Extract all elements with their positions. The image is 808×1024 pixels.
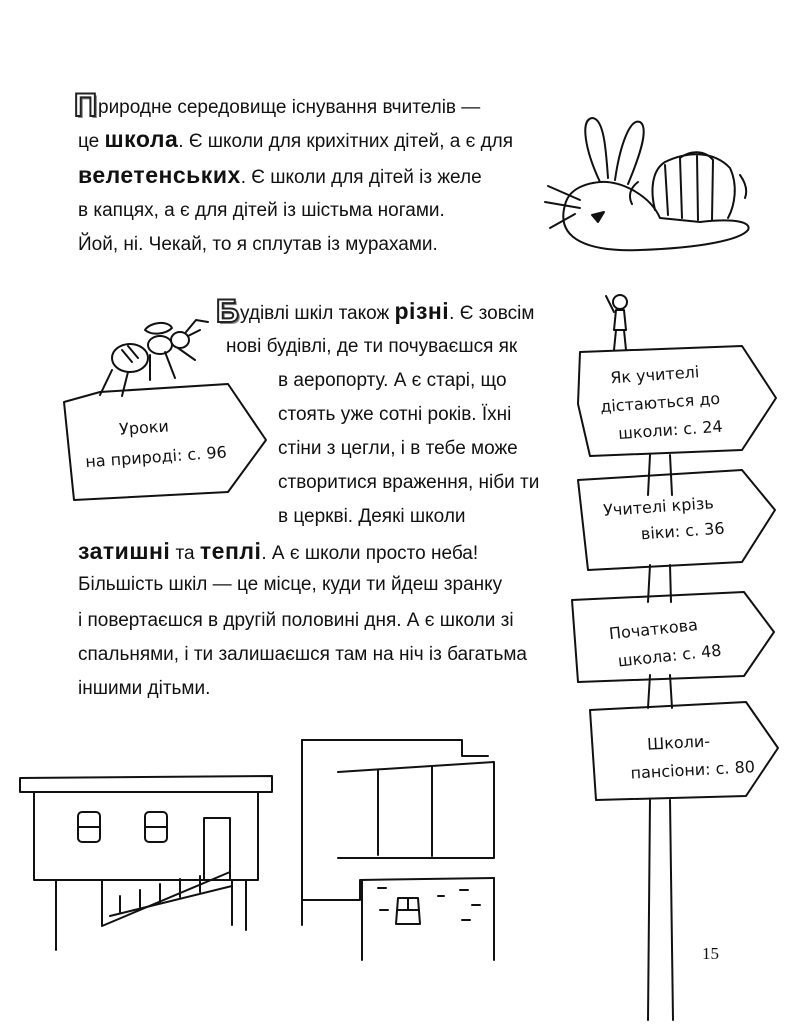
- right-sign-3-line-1: Початкова: [608, 615, 699, 644]
- buildings-line-2: нові будівлі, де ти почуваєшся як: [226, 336, 518, 357]
- buildings-line-4: стоять уже сотні років. Їхні: [278, 404, 512, 425]
- buildings-line-8: затишні та теплі. А є школи просто неба!: [78, 538, 479, 564]
- right-sign-4-line-1: Школи-: [646, 731, 711, 754]
- right-sign-1-line-3: школи: с. 24: [617, 416, 724, 443]
- right-sign-1: [600, 362, 724, 443]
- buildings-line-12: іншими дітьми.: [78, 678, 211, 699]
- buildings-line-7: в церкві. Деякі школи: [278, 506, 466, 527]
- left-sign-line-1: Уроки: [118, 416, 170, 439]
- right-sign-2-line-2: віки: с. 36: [640, 518, 726, 544]
- right-sign-2: [603, 493, 726, 543]
- page-number: 15: [702, 944, 719, 963]
- right-sign-3-line-2: школа: с. 48: [616, 640, 723, 671]
- drop-cap-p: П: [74, 87, 97, 123]
- intro-line-3: велетенських. Є школи для дітей із желе: [78, 162, 482, 188]
- right-sign-4-line-2: пансіони: с. 80: [630, 757, 756, 783]
- buildings-line-9: Більшість шкіл — це місце, куди ти йдеш зранку: [78, 574, 503, 595]
- intro-line-1: Природне середовище існування вчителів —: [74, 87, 481, 123]
- left-sign-line-2: на природі: с. 96: [84, 442, 228, 472]
- buildings-line-10: і повертаєшся в другій половині дня. А є школи зі: [78, 610, 514, 631]
- right-sign-4: [630, 731, 755, 782]
- left-sign: [85, 416, 228, 471]
- right-sign-1-line-2: дістаються до: [599, 388, 721, 417]
- right-sign-3: [608, 615, 722, 670]
- buildings-line-3: в аеропорту. А є старі, що: [278, 370, 507, 391]
- buildings-line-11: спальнями, і ти залишаєшся там на ніч із багатьма: [78, 644, 527, 665]
- drop-cap-b: Б: [216, 293, 239, 329]
- right-sign-2-line-1: Учителі крізь: [602, 493, 715, 520]
- intro-line-5: Йой, ні. Чекай, то я сплутав із мурахами.: [78, 234, 438, 255]
- right-sign-1-line-1: Як учителі: [609, 362, 700, 388]
- intro-line-4: в капцях, а є для дітей із шістьма ногами.: [78, 200, 445, 221]
- buildings-line-6: створитися враження, ніби ти: [278, 472, 540, 493]
- buildings-line-5: стіни з цегли, і в тебе може: [278, 438, 518, 459]
- intro-line-2: це школа. Є школи для крихітних дітей, а є для: [78, 126, 514, 152]
- buildings-line-1: Будівлі шкіл також різні. Є зовсім: [216, 293, 535, 329]
